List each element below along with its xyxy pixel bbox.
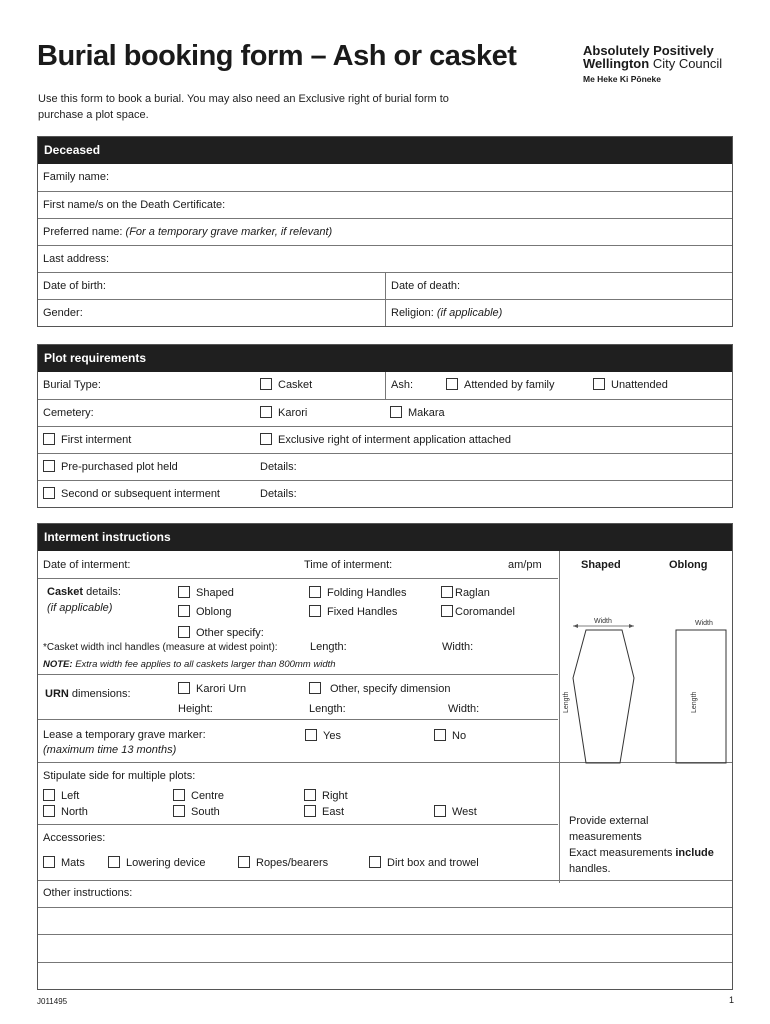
north-option[interactable] — [43, 805, 88, 818]
checkbox[interactable] — [309, 586, 321, 598]
dob-field[interactable]: Date of birth: — [43, 280, 106, 292]
dod-field[interactable]: Date of death: — [391, 280, 461, 292]
logo-line-1: Absolutely Positively — [583, 43, 714, 58]
option-label: Right — [322, 790, 348, 802]
checkbox[interactable] — [441, 605, 453, 617]
casket-width-label: *Casket width incl handles (measure at widest point): — [43, 642, 278, 653]
south-option[interactable] — [173, 805, 220, 818]
option-label: Exclusive right of interment application attached — [278, 434, 511, 446]
form-code: J011495 — [37, 997, 68, 1006]
checkbox[interactable] — [178, 605, 190, 617]
urn-text: dimensions: — [68, 688, 131, 700]
measure-text-c: handles. — [569, 863, 611, 875]
preferred-name-field[interactable] — [38, 218, 732, 245]
intro-text: Use this form to book a burial. You may also need an Exclusive right of burial form to purchase a plot space. — [38, 93, 449, 121]
first-interment-option[interactable] — [38, 427, 131, 453]
stipulate-label: Stipulate side for multiple plots: — [43, 770, 196, 782]
diagram-width-label-2: Width — [695, 620, 713, 627]
option-label: Dirt box and trowel — [387, 857, 479, 869]
checkbox[interactable] — [309, 682, 321, 694]
family-name-field[interactable] — [38, 164, 732, 191]
attended-option[interactable] — [441, 372, 555, 399]
karori-urn-option[interactable] — [178, 682, 246, 695]
urn-bold: URN — [45, 688, 69, 700]
checkbox[interactable] — [43, 433, 55, 445]
other-specify-option[interactable] — [178, 626, 264, 639]
gender-religion-row — [38, 299, 732, 326]
logo-line-2 — [583, 57, 722, 70]
checkbox[interactable] — [173, 805, 185, 817]
casket-width-field[interactable]: Width: — [442, 641, 474, 653]
checkbox[interactable] — [304, 805, 316, 817]
divider — [38, 824, 558, 825]
west-option[interactable] — [434, 805, 477, 818]
option-label: Mats — [61, 857, 85, 869]
divider — [38, 880, 732, 881]
field-label: Burial Type: — [43, 379, 101, 391]
oblong-casket-outline — [676, 630, 726, 763]
divider — [38, 674, 558, 675]
prepurchased-option[interactable] — [38, 454, 178, 480]
casket-details-text: details: — [83, 586, 121, 598]
measurement-note-1: Provide external measurements — [569, 815, 649, 843]
folding-handles-option[interactable] — [309, 586, 407, 599]
council-logo — [583, 44, 722, 86]
option-label: Centre — [191, 790, 225, 802]
diagram-width-label: Width — [594, 618, 612, 625]
checkbox[interactable] — [178, 586, 190, 598]
ash-label: Ash: — [391, 379, 414, 391]
oblong-heading: Oblong — [669, 559, 708, 571]
option-label: Casket — [278, 379, 313, 391]
option-label: No — [452, 730, 467, 742]
field-label: Last address: — [43, 253, 110, 265]
first-interment-row — [38, 426, 732, 453]
option-label: Oblong — [196, 606, 232, 618]
field-label: First name/s on the Death Certificate: — [43, 199, 226, 211]
details-field[interactable]: Details: — [260, 488, 297, 500]
checkbox[interactable] — [260, 378, 272, 390]
checkbox[interactable] — [593, 378, 605, 390]
option-label: East — [322, 806, 345, 818]
shaped-casket-outline — [573, 630, 634, 763]
option-label: Karori Urn — [196, 683, 247, 695]
option-label: Karori — [278, 407, 308, 419]
page-number: 1 — [729, 995, 735, 1005]
page-title: Burial booking form – Ash or casket — [37, 40, 517, 72]
other-instructions-label: Other instructions: — [43, 887, 133, 899]
option-label: Fixed Handles — [327, 606, 398, 618]
time-of-interment-field[interactable]: Time of interment: — [304, 559, 393, 571]
arrow-head — [629, 624, 634, 628]
note-bold: NOTE: — [43, 659, 73, 670]
checkbox[interactable] — [390, 406, 402, 418]
option-label: Other, specify dimension — [330, 683, 451, 695]
dates-row — [38, 272, 732, 299]
checkbox[interactable] — [43, 805, 55, 817]
lease-label: Lease a temporary grave marker: — [43, 729, 206, 741]
burial-type-row — [38, 372, 732, 399]
section-heading: Interment instructions — [38, 524, 732, 551]
section-heading: Deceased — [38, 137, 732, 164]
lowering-device-option[interactable] — [108, 856, 206, 869]
diagram-length-label-2: Length — [691, 691, 698, 713]
field-note: (For a temporary grave marker, if relevant) — [125, 226, 333, 238]
casket-details-label — [47, 586, 121, 598]
deceased-section — [37, 136, 733, 327]
urn-dimensions-label — [45, 688, 131, 700]
lease-note: (maximum time 13 months) — [43, 744, 177, 756]
oblong-casket-diagram — [676, 620, 726, 763]
checkbox[interactable] — [260, 406, 272, 418]
unattended-option[interactable] — [588, 372, 668, 399]
checkbox[interactable] — [434, 805, 446, 817]
option-label: Left — [61, 790, 80, 802]
interment-section — [37, 523, 733, 990]
casket-option[interactable] — [255, 372, 312, 399]
checkbox[interactable] — [304, 789, 316, 801]
option-label: Ropes/bearers — [256, 857, 329, 869]
checkbox[interactable] — [260, 433, 272, 445]
checkbox[interactable] — [369, 856, 381, 868]
option-label: Makara — [408, 407, 445, 419]
if-applicable-note: (if applicable) — [47, 602, 113, 614]
divider — [38, 719, 558, 720]
arrow-head — [573, 624, 578, 628]
option-label: Lowering device — [126, 857, 206, 869]
checkbox[interactable] — [173, 789, 185, 801]
dirt-box-option[interactable] — [369, 856, 479, 869]
gender-field[interactable]: Gender: — [43, 307, 83, 319]
exclusive-right-option[interactable] — [255, 427, 511, 453]
religion-field[interactable] — [386, 300, 502, 326]
plot-section — [37, 344, 733, 508]
second-interment-option[interactable] — [38, 481, 220, 507]
first-names-field[interactable] — [38, 191, 732, 218]
instruction-line[interactable] — [38, 962, 732, 963]
east-option[interactable] — [304, 805, 344, 818]
cemetery-row — [38, 399, 732, 426]
karori-option[interactable] — [255, 400, 307, 426]
option-label: Other specify: — [196, 627, 264, 639]
measure-text-b: include — [675, 847, 714, 859]
instruction-line[interactable] — [38, 907, 732, 908]
urn-width-field[interactable]: Width: — [448, 703, 480, 715]
shaped-heading: Shaped — [581, 559, 621, 571]
checkbox[interactable] — [108, 856, 120, 868]
option-label: First interment — [61, 434, 132, 446]
date-of-interment-field[interactable]: Date of interment: — [43, 559, 131, 571]
option-label: Raglan — [455, 587, 490, 599]
lease-no-option[interactable] — [434, 729, 466, 742]
checkbox[interactable] — [446, 378, 458, 390]
mats-option[interactable] — [43, 856, 85, 869]
details-field[interactable]: Details: — [260, 461, 297, 473]
checkbox[interactable] — [178, 626, 190, 638]
shaped-option[interactable] — [178, 586, 234, 599]
shaped-casket-diagram — [563, 618, 634, 763]
option-label: Second or subsequent interment — [61, 488, 220, 500]
measure-text-a: Exact measurements — [569, 847, 676, 859]
option-label: South — [191, 806, 220, 818]
option-label: Attended by family — [464, 379, 555, 391]
field-label — [38, 219, 332, 245]
diagram-length-label: Length — [563, 691, 570, 713]
checkbox[interactable] — [43, 460, 55, 472]
option-label: Unattended — [611, 379, 668, 391]
checkbox[interactable] — [441, 586, 453, 598]
raglan-option[interactable] — [441, 586, 490, 599]
checkbox[interactable] — [238, 856, 250, 868]
field-label: Family name: — [43, 171, 110, 183]
coromandel-option[interactable] — [441, 605, 515, 618]
option-label: Coromandel — [455, 606, 515, 618]
checkbox[interactable] — [43, 856, 55, 868]
field-label-text: Preferred name: — [43, 226, 123, 238]
option-label: North — [61, 806, 88, 818]
instruction-line[interactable] — [38, 934, 732, 935]
field-label-text: Religion: — [391, 307, 434, 319]
makara-option[interactable] — [385, 400, 445, 426]
ampm-label: am/pm — [508, 559, 542, 571]
note-body: Extra width fee applies to all caskets larger than 800mm width — [72, 659, 336, 670]
option-label: Shaped — [196, 587, 234, 599]
option-label: Folding Handles — [327, 587, 407, 599]
urn-height-field[interactable]: Height: — [178, 703, 213, 715]
ropes-bearers-option[interactable] — [238, 856, 328, 869]
casket-bold: Casket — [47, 586, 84, 598]
measurement-note-2 — [569, 845, 729, 877]
checkbox[interactable] — [178, 682, 190, 694]
checkbox[interactable] — [309, 605, 321, 617]
note-text — [43, 659, 336, 670]
option-label: Pre-purchased plot held — [61, 461, 178, 473]
fixed-handles-option[interactable] — [309, 605, 397, 618]
option-label: Yes — [323, 730, 341, 742]
accessories-label: Accessories: — [43, 832, 106, 844]
second-interment-row — [38, 480, 732, 507]
casket-length-field[interactable]: Length: — [310, 641, 347, 653]
logo-line-3: Me Heke Ki Pōneke — [583, 74, 661, 84]
lease-yes-option[interactable] — [305, 729, 341, 742]
left-option[interactable] — [43, 789, 79, 802]
last-address-field[interactable] — [38, 245, 732, 272]
field-note: (if applicable) — [436, 307, 503, 319]
prepurchased-row — [38, 453, 732, 480]
other-dimension-option[interactable] — [309, 682, 450, 695]
checkbox[interactable] — [434, 729, 446, 741]
logo-wellington: Wellington — [583, 56, 650, 71]
section-heading: Plot requirements — [38, 345, 732, 372]
centre-option[interactable] — [173, 789, 224, 802]
oblong-option[interactable] — [178, 605, 231, 618]
checkbox[interactable] — [43, 487, 55, 499]
urn-length-field[interactable]: Length: — [309, 703, 346, 715]
checkbox[interactable] — [305, 729, 317, 741]
divider — [38, 578, 558, 579]
logo-city-council: City Council — [649, 56, 723, 71]
field-label: Cemetery: — [43, 407, 94, 419]
right-option[interactable] — [304, 789, 348, 802]
checkbox[interactable] — [43, 789, 55, 801]
option-label: West — [452, 806, 477, 818]
casket-diagrams — [560, 578, 732, 768]
